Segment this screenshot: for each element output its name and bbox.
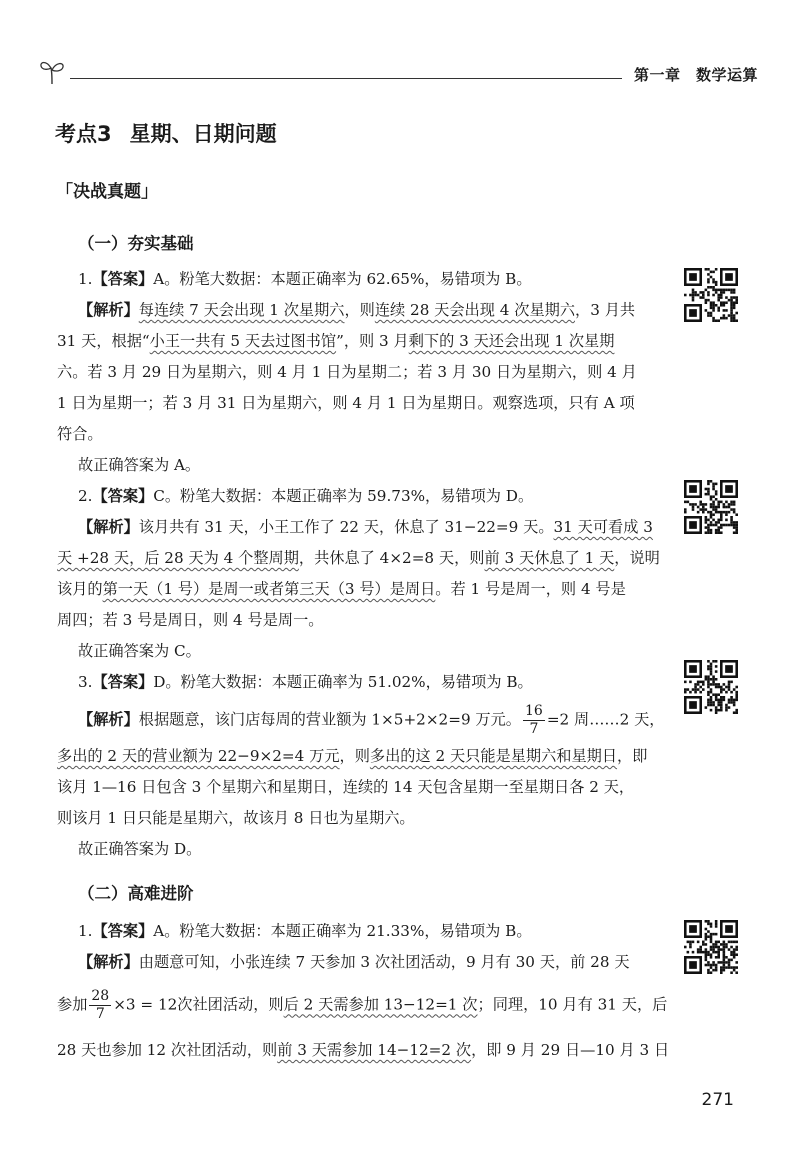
q3-answer: 3.【答案】D。粉笔大数据：本题正确率为 51.02%，易错项为 B。 xyxy=(78,673,533,691)
q4-analysis-line: 参加 $\frac{28}{7}$ ×3 = 12次社团活动，则后 2 天需参加 13−12=1 次；同理，10 月有 31 天，后 xyxy=(57,988,668,1022)
q1-analysis-line: 六。若 3 月 29 日为星期六，则 4 月 1 日为星期二；若 3 月 30 日为星期六，则 4 月 xyxy=(57,363,637,381)
section-number: 考点3 xyxy=(55,122,112,146)
page-number: 271 xyxy=(701,1090,734,1110)
q3-conclusion: 故正确答案为 D。 xyxy=(78,840,202,858)
q2-analysis-line: 【解析】该月共有 31 天，小王工作了 22 天，休息了 31−22=9 天。31 天可看成 3 xyxy=(78,518,653,536)
q3-analysis-line: 则该月 1 日只能是星期六，故该月 8 日也为星期六。 xyxy=(57,809,415,827)
chapter-title: 第一章 数学运算 xyxy=(633,66,758,84)
q4-answer: 1.【答案】A。粉笔大数据：本题正确率为 21.33%，易错项为 B。 xyxy=(78,922,532,940)
page-header xyxy=(38,54,760,94)
q2-answer: 2.【答案】C。粉笔大数据：本题正确率为 59.73%，易错项为 D。 xyxy=(78,487,534,505)
q1-analysis-line: 31 天，根据“小王一共有 5 天去过图书馆”，则 3 月剩下的 3 天还会出现 1 次星期 xyxy=(57,332,615,350)
q1-analysis-line: 1 日为星期一；若 3 月 31 日为星期六，则 4 月 1 日为星期日。观察选项，只有 A 项 xyxy=(57,394,635,412)
q4-analysis-line: 【解析】由题意可知，小张连续 7 天参加 3 次社团活动，9 月有 30 天，前 28 天 xyxy=(78,953,630,971)
qr-code-icon[interactable] xyxy=(684,660,738,714)
section-title xyxy=(55,118,277,148)
fraction: $\frac{16}{7}$ xyxy=(525,703,543,737)
q2-analysis-line: 该月的第一天（1 号）是周一或者第三天（3 号）是周日。若 1 号是周一，则 4 号是 xyxy=(57,580,626,598)
q3-analysis-line: 【解析】根据题意，该门店每周的营业额为 1×5+2×2=9 万元。 $\frac{16}{7}$ =2 周……2 天， xyxy=(78,703,665,737)
q1-answer: 1.【答案】A。粉笔大数据：本题正确率为 62.65%，易错项为 B。 xyxy=(78,270,532,288)
section-name: 星期、日期问题 xyxy=(129,122,277,146)
q3-analysis-line: 该月 1—16 日包含 3 个星期六和星期日，连续的 14 天包含星期一至星期日各 2 天， xyxy=(57,778,635,796)
header-rule xyxy=(70,78,622,79)
qr-code-icon[interactable] xyxy=(684,480,738,534)
q4-analysis-line: 28 天也参加 12 次社团活动，则前 3 天需参加 14−12=2 次，即 9 月 29 日—10 月 3 日 xyxy=(57,1041,670,1059)
qr-code-icon[interactable] xyxy=(684,920,738,974)
subsection-advanced: （二）高难进阶 xyxy=(78,884,194,903)
q1-conclusion: 故正确答案为 A。 xyxy=(78,456,201,474)
q1-analysis-line: 符合。 xyxy=(57,425,103,443)
subsection-basic: （一）夯实基础 xyxy=(78,234,194,253)
q1-analysis-line: 【解析】每连续 7 天会出现 1 次星期六，则连续 28 天会出现 4 次星期六，3 月共 xyxy=(78,301,636,319)
qr-code-icon[interactable] xyxy=(684,268,738,322)
q2-analysis-line: 天 +28 天，后 28 天为 4 个整周期，共休息了 4×2=8 天，则前 3 天休息了 1 天，说明 xyxy=(57,549,660,567)
q2-analysis-line: 周四；若 3 号是周日，则 4 号是周一。 xyxy=(57,611,324,629)
zhenti-label: 「决战真题」 xyxy=(56,182,158,202)
sprout-icon xyxy=(38,56,68,86)
q3-analysis-line: 多出的 2 天的营业额为 22−9×2=4 万元，则多出的这 2 天只能是星期六和星期日，即 xyxy=(57,747,648,765)
fraction: $\frac{28}{7}$ xyxy=(91,988,110,1022)
q2-conclusion: 故正确答案为 C。 xyxy=(78,642,201,660)
